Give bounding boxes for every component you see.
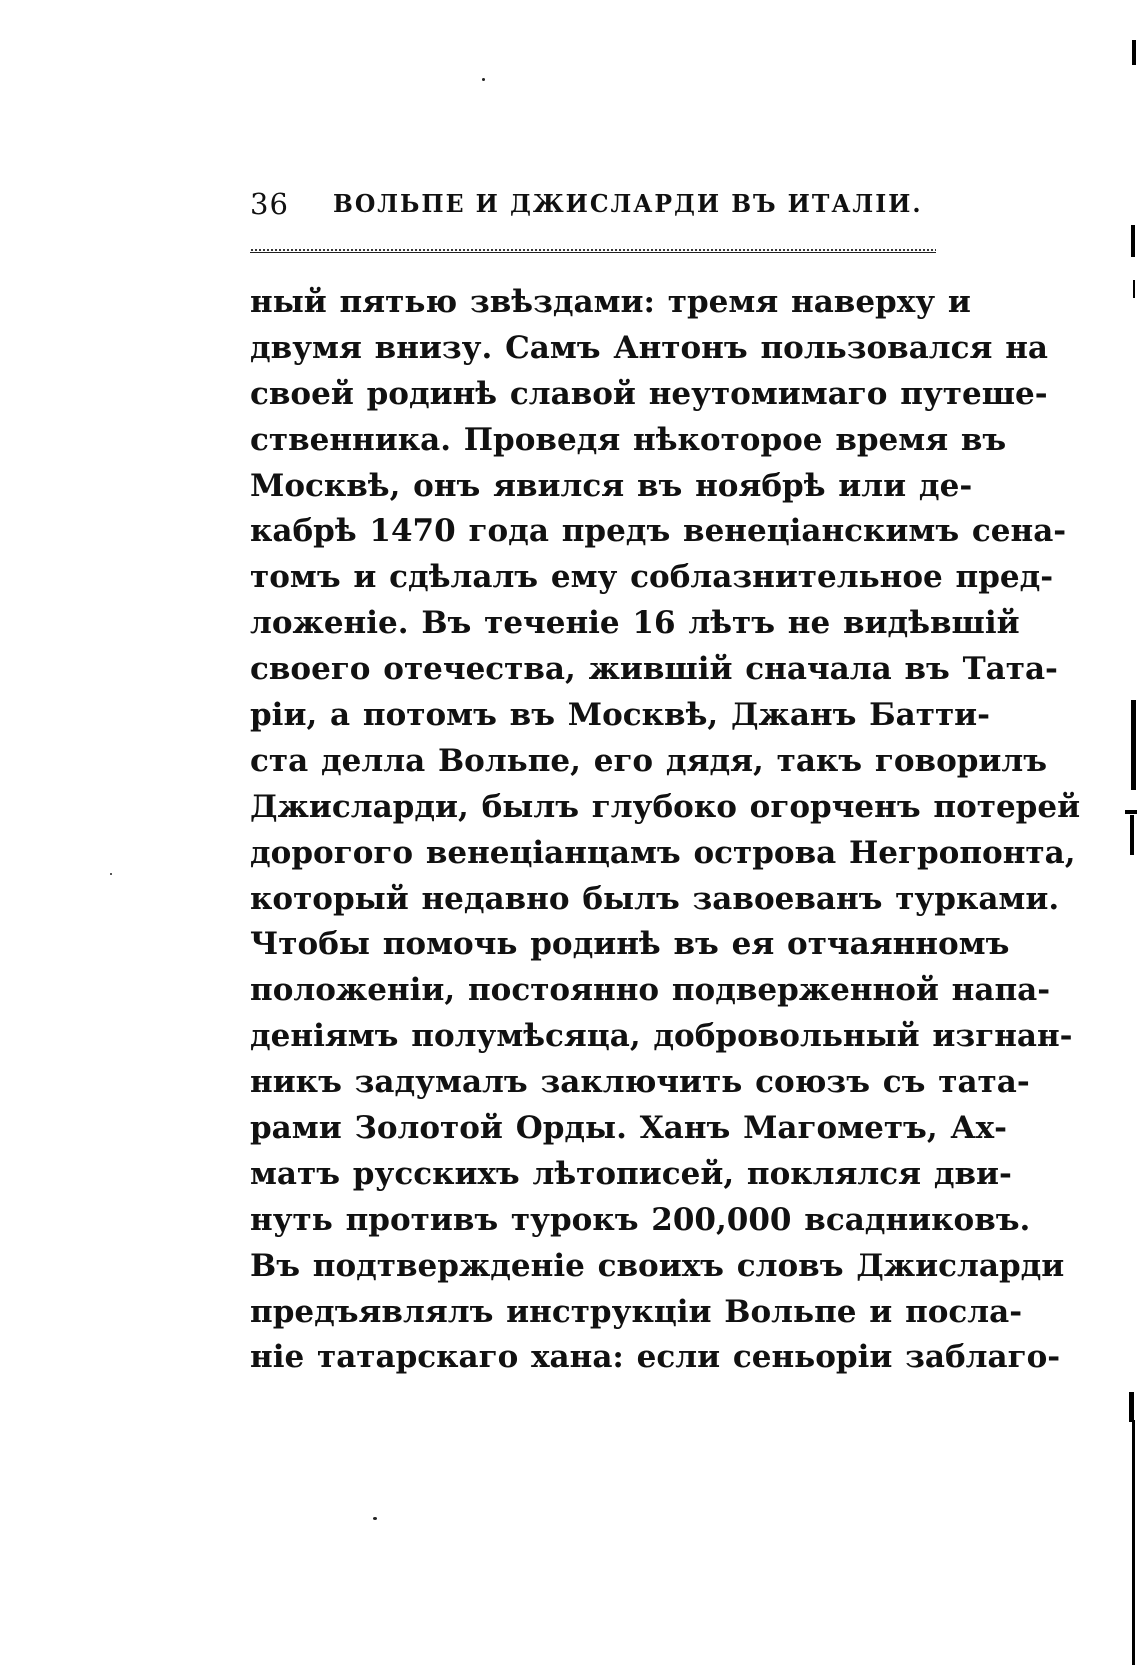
- scan-edge-mark: [1132, 40, 1136, 65]
- scan-edge-mark: [1125, 810, 1137, 814]
- text-line: ріи, а потомъ въ Москвѣ, Джанъ Батти-: [250, 697, 991, 734]
- text-line: кабрѣ 1470 года предъ венеціанскимъ сена-: [250, 513, 1067, 550]
- scan-edge-mark: [1131, 700, 1136, 790]
- text-line: положеніи, постоянно подверженной напа-: [250, 972, 1051, 1009]
- running-title: ВОЛЬПЕ И ДЖИСЛАРДИ ВЪ ИТАЛІИ.: [333, 189, 923, 218]
- text-line: предъявлялъ инструкціи Вольпе и посла-: [250, 1293, 1023, 1330]
- text-line: Въ подтвержденіе своихъ словъ Джисларди: [250, 1247, 1065, 1284]
- header-rule: [250, 249, 936, 253]
- text-line: Джисларди, былъ глубоко огорченъ потерей: [250, 788, 1081, 825]
- text-line: нуть противъ турокъ 200,000 всадниковъ.: [250, 1201, 1031, 1238]
- text-line: Москвѣ, онъ явился въ ноябрѣ или де-: [250, 467, 973, 504]
- scan-edge-mark: [1132, 1420, 1135, 1665]
- text-line: ственника. Проведя нѣкоторое время въ: [250, 421, 1007, 458]
- text-line: двумя внизу. Самъ Антонъ пользовался на: [250, 329, 1049, 366]
- page-number: 36: [250, 187, 289, 221]
- text-line: матъ русскихъ лѣтописей, поклялся дви-: [250, 1155, 1012, 1192]
- scan-speck: [373, 1517, 377, 1520]
- text-line: который недавно былъ завоеванъ турками.: [250, 880, 1060, 917]
- text-line: ный пятью звѣздами: тремя наверху и: [250, 284, 971, 320]
- text-line: деніямъ полумѣсяца, добровольный изгнан-: [250, 1018, 1073, 1055]
- text-line: ложеніе. Въ теченіе 16 лѣтъ не видѣвшій: [250, 605, 1020, 642]
- text-line: ніе татарскаго хана: если сеньоріи заблаго-: [250, 1339, 1061, 1376]
- scan-edge-mark: [1129, 1392, 1134, 1422]
- text-line: своей родинѣ славой неутомимаго путеше-: [250, 375, 1048, 412]
- scan-speck: [482, 78, 485, 81]
- scan-speck: [110, 873, 112, 875]
- text-line: ста делла Вольпе, его дядя, такъ говорилъ: [250, 742, 1048, 779]
- scan-edge-mark: [1133, 280, 1135, 298]
- text-line: своего отечества, жившій сначала въ Тата-: [250, 651, 1058, 688]
- body-text: [250, 280, 1081, 1381]
- scan-edge-mark: [1131, 225, 1135, 257]
- text-line: дорогого венеціанцамъ острова Негропонта,: [250, 834, 1076, 871]
- scan-edge-mark: [1130, 815, 1134, 855]
- text-line: рами Золотой Орды. Ханъ Магометъ, Ах-: [250, 1110, 1008, 1147]
- text-line: никъ задумалъ заключить союзъ съ тата-: [250, 1064, 1030, 1101]
- text-line: Чтобы помочь родинѣ въ ея отчаянномъ: [250, 926, 1010, 963]
- text-line: томъ и сдѣлалъ ему соблазнительное пред-: [250, 559, 1054, 596]
- running-header: [250, 182, 940, 226]
